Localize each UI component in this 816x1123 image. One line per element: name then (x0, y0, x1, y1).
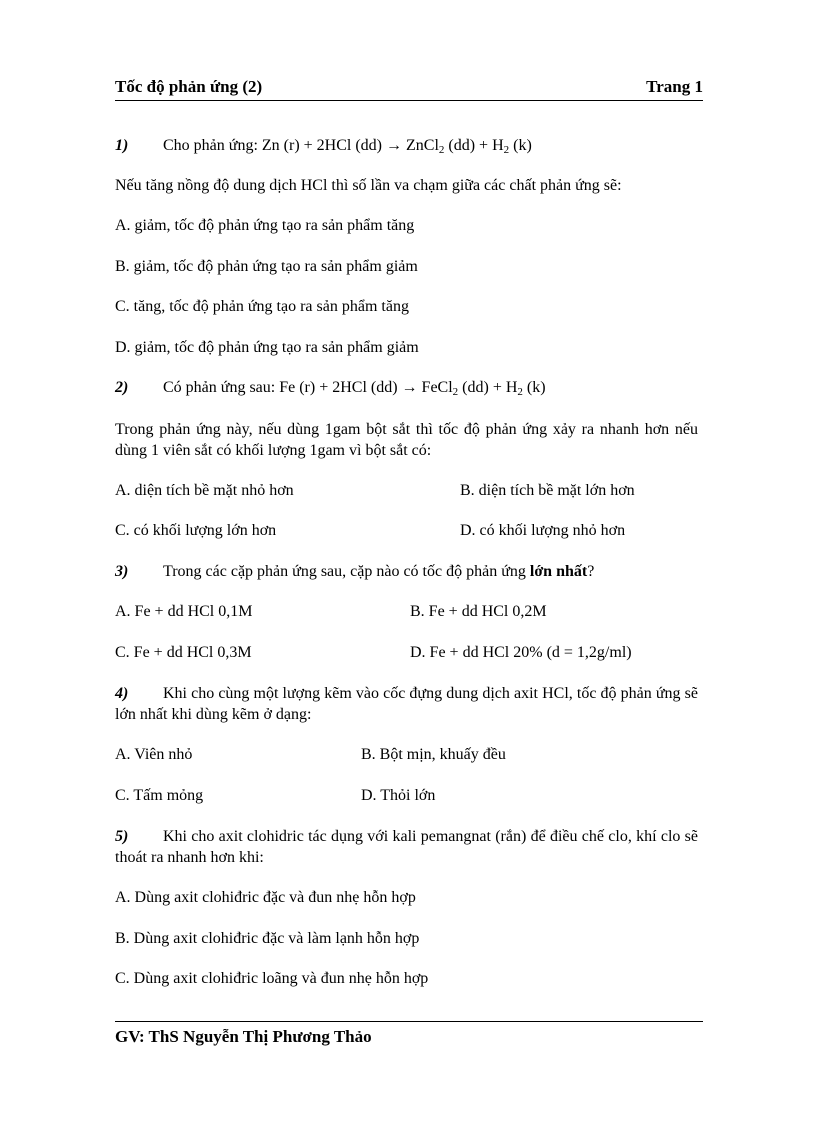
question-3-option-a: A. Fe + dd HCl 0,1M (115, 603, 253, 620)
question-1-text: Nếu tăng nồng độ dung dịch HCl thì số lần va chạm giữa các chất phản ứng sẽ: (115, 177, 622, 194)
footer-divider (115, 1021, 703, 1022)
footer-author: GV: ThS Nguyễn Thị Phương Thảo (115, 1027, 372, 1046)
page-number: Trang 1 (646, 77, 703, 96)
question-3-option-b: B. Fe + dd HCl 0,2M (410, 603, 547, 620)
question-3-option-d: D. Fe + dd HCl 20% (d = 1,2g/ml) (410, 644, 632, 661)
question-number: 2) (115, 379, 129, 396)
question-1-option-d: D. giảm, tốc độ phản ứng tạo ra sản phẩm giảm (115, 339, 419, 356)
question-5-text: 5) Khi cho axit clohidric tác dụng với kali pemangnat (rắn) để điều chế clo, khí clo sẽ thoát ra nhanh hơn khi: (115, 828, 698, 866)
question-2-option-a: A. diện tích bề mặt nhỏ hơn (115, 482, 294, 499)
question-3-stem: 3) Trong các cặp phản ứng sau, cặp nào có tốc độ phản ứng lớn nhất? (115, 563, 595, 580)
question-number: 1) (115, 137, 129, 154)
question-2-option-b: B. diện tích bề mặt lớn hơn (460, 482, 635, 499)
question-2-option-d: D. có khối lượng nhỏ hơn (460, 522, 626, 539)
question-5-option-c: C. Dùng axit clohiđric loãng và đun nhẹ hỗn hợp (115, 970, 429, 987)
question-1-stem: 1) Cho phản ứng: Zn (r) + 2HCl (dd) → ZnCl$_2$ $(dd) + H_2$ (k) (115, 137, 532, 156)
question-2-stem: 2) Có phản ứng sau: Fe (r) + 2HCl (dd) → FeCl$_2$ $(dd) + H_2$ (k) (115, 379, 546, 398)
document-title: Tốc độ phản ứng (2) (115, 77, 263, 96)
question-4-text: 4) Khi cho cùng một lượng kẽm vào cốc đựng dung dịch axit HCl, tốc độ phản ứng sẽ lớn nhất khi dùng kẽm ở dạng: (115, 685, 698, 723)
question-2-option-c: C. có khối lượng lớn hơn (115, 522, 277, 539)
page-header (115, 74, 703, 101)
question-number: 3) (115, 563, 129, 580)
question-1-option-c: C. tăng, tốc độ phản ứng tạo ra sản phẩm tăng (115, 298, 409, 315)
question-5-option-b: B. Dùng axit clohiđric đặc và làm lạnh hỗn hợp (115, 930, 420, 947)
question-number: 5) (115, 828, 129, 845)
question-number: 4) (115, 685, 129, 702)
question-4-option-c: C. Tấm mỏng (115, 787, 204, 804)
question-1-option-b: B. giảm, tốc độ phản ứng tạo ra sản phẩm giảm (115, 258, 418, 275)
question-3-option-c: C. Fe + dd HCl 0,3M (115, 644, 252, 661)
question-4-option-d: D. Thỏi lớn (361, 787, 436, 804)
question-4-option-a: A. Viên nhỏ (115, 746, 193, 763)
question-4-option-b: B. Bột mịn, khuấy đều (361, 746, 506, 763)
question-2-text: Trong phản ứng này, nếu dùng 1gam bột sắt thì tốc độ phản ứng xảy ra nhanh hơn nếu dùng 1 viên sắt có khối lượng 1gam vì bột sắt có: (115, 421, 698, 459)
question-1-option-a: A. giảm, tốc độ phản ứng tạo ra sản phẩm tăng (115, 217, 415, 234)
question-5-option-a: A. Dùng axit clohiđric đặc và đun nhẹ hỗn hợp (115, 889, 416, 906)
